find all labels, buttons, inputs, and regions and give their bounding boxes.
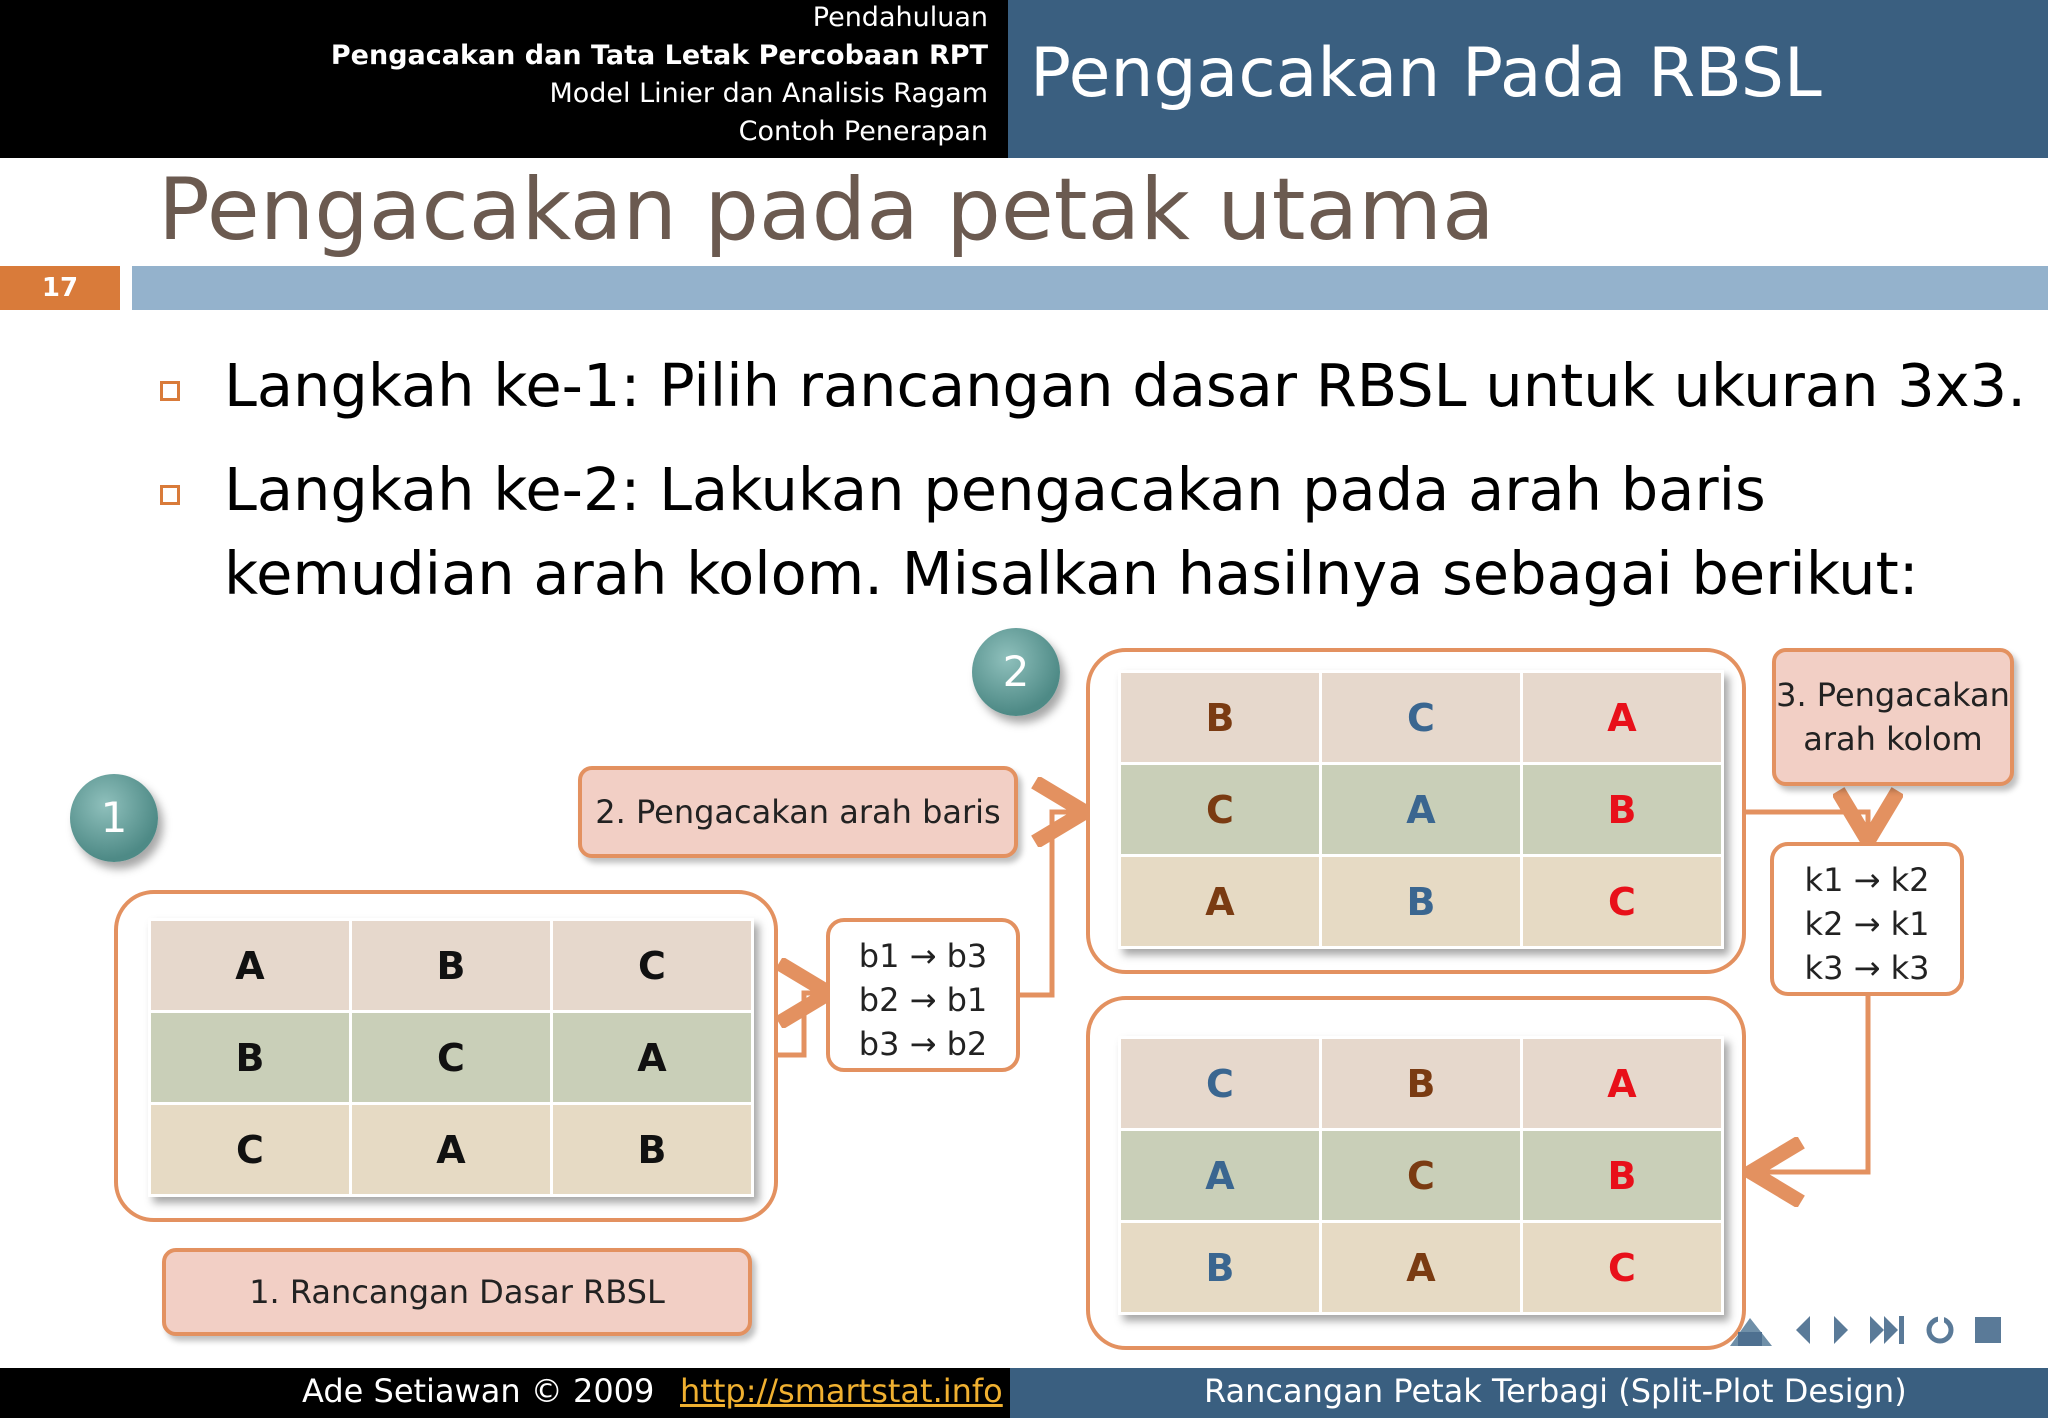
next-icon[interactable]: [1830, 1312, 1852, 1348]
end-show-icon[interactable]: [1972, 1312, 2004, 1348]
row-result-grid: [1118, 670, 1724, 949]
grid-cell: B: [1522, 1130, 1723, 1222]
col-result-grid: [1118, 1036, 1724, 1315]
col-map-1: k1 → k2: [1804, 861, 1930, 899]
grid-cell: A: [150, 920, 351, 1012]
grid-row: [1120, 1038, 1723, 1130]
nav-item-contoh[interactable]: Contoh Penerapan: [738, 116, 988, 147]
grid-cell: B: [1120, 672, 1321, 764]
return-icon[interactable]: [1924, 1312, 1956, 1348]
grid-cell: B: [1522, 764, 1723, 856]
grid-row: [150, 920, 753, 1012]
home-icon[interactable]: [1726, 1310, 1776, 1350]
nav-item-pengacakan[interactable]: Pengacakan dan Tata Letak Percobaan RPT: [330, 40, 988, 71]
grid-cell: A: [1120, 856, 1321, 948]
arrow-rowgrid-to-colmap: [1746, 812, 1868, 836]
column-map-box: [1770, 842, 1964, 996]
grid-cell: C: [1522, 1222, 1723, 1314]
bullet-text-2a: Langkah ke-2: Lakukan pengacakan pada arah baris: [224, 455, 1766, 524]
bullet-text-1: Langkah ke-1: Pilih rancangan dasar RBSL untuk ukuran 3x3.: [224, 351, 2026, 420]
column-randomization-text: 3. Pengacakan arah kolom: [1776, 676, 2010, 758]
col-map-2: k2 → k1: [1804, 905, 1930, 943]
grid-cell: A: [1120, 1130, 1321, 1222]
grid-cell: C: [552, 920, 753, 1012]
bullet-text-2b: kemudian arah kolom. Misalkan hasilnya sebagai berikut:: [224, 539, 1919, 608]
row-randomization-label: 2. Pengacakan arah baris: [578, 766, 1018, 858]
arrow-rowmap-to-rowgrid: [1020, 812, 1080, 995]
row-map-box: [826, 918, 1020, 1072]
grid-cell: C: [1321, 1130, 1522, 1222]
step-2-circle: 2: [972, 628, 1060, 716]
grid-cell: B: [1321, 1038, 1522, 1130]
footer-left: [0, 1368, 1010, 1418]
grid-cell: A: [351, 1104, 552, 1196]
arrow-base-to-rowmap: [778, 993, 824, 1055]
grid-row: [1120, 672, 1723, 764]
section-title: Pengacakan Pada RBSL: [1030, 34, 1822, 113]
grid-row: [1120, 856, 1723, 948]
step-1-circle: 1: [70, 774, 158, 862]
arrow-colmap-to-colgrid: [1756, 996, 1868, 1172]
footer-author: Ade Setiawan © 2009: [302, 1372, 655, 1410]
grid-cell: B: [150, 1012, 351, 1104]
col-map-3: k3 → k3: [1804, 949, 1930, 987]
grid-cell: B: [1120, 1222, 1321, 1314]
grid-cell: B: [552, 1104, 753, 1196]
slide-nav-controls: [1726, 1310, 2004, 1350]
grid-cell: C: [1120, 764, 1321, 856]
row-map-2: b2 → b1: [858, 981, 988, 1019]
last-slide-icon[interactable]: [1868, 1312, 1908, 1348]
grid-cell: C: [1522, 856, 1723, 948]
previous-icon[interactable]: [1792, 1312, 1814, 1348]
grid-cell: A: [1321, 1222, 1522, 1314]
footer-link[interactable]: http://smartstat.info: [680, 1372, 1003, 1410]
grid-cell: B: [351, 920, 552, 1012]
column-randomization-label: [1772, 648, 2014, 786]
grid-cell: B: [1321, 856, 1522, 948]
grid-cell: C: [351, 1012, 552, 1104]
grid-row: [1120, 1130, 1723, 1222]
row-map-3: b3 → b2: [858, 1025, 988, 1063]
grid-row: [1120, 764, 1723, 856]
footer-right: [1010, 1368, 2048, 1418]
grid-row: [150, 1104, 753, 1196]
grid-cell: C: [1120, 1038, 1321, 1130]
grid-cell: A: [1522, 672, 1723, 764]
base-design-label: 1. Rancangan Dasar RBSL: [162, 1248, 752, 1336]
slide-title: Pengacakan pada petak utama: [158, 160, 1495, 260]
grid-cell: C: [1321, 672, 1522, 764]
footer-course: Rancangan Petak Terbagi (Split-Plot Design): [1204, 1372, 1907, 1410]
nav-item-model-linier[interactable]: Model Linier dan Analisis Ragam: [549, 78, 988, 109]
grid-cell: C: [150, 1104, 351, 1196]
nav-item-pendahuluan[interactable]: Pendahuluan: [812, 2, 988, 33]
base-design-grid: [148, 918, 754, 1197]
row-map-1: b1 → b3: [858, 937, 988, 975]
grid-row: [1120, 1222, 1723, 1314]
grid-cell: A: [1321, 764, 1522, 856]
grid-row: [150, 1012, 753, 1104]
grid-cell: A: [552, 1012, 753, 1104]
grid-cell: A: [1522, 1038, 1723, 1130]
slide-number: 17: [0, 266, 120, 310]
